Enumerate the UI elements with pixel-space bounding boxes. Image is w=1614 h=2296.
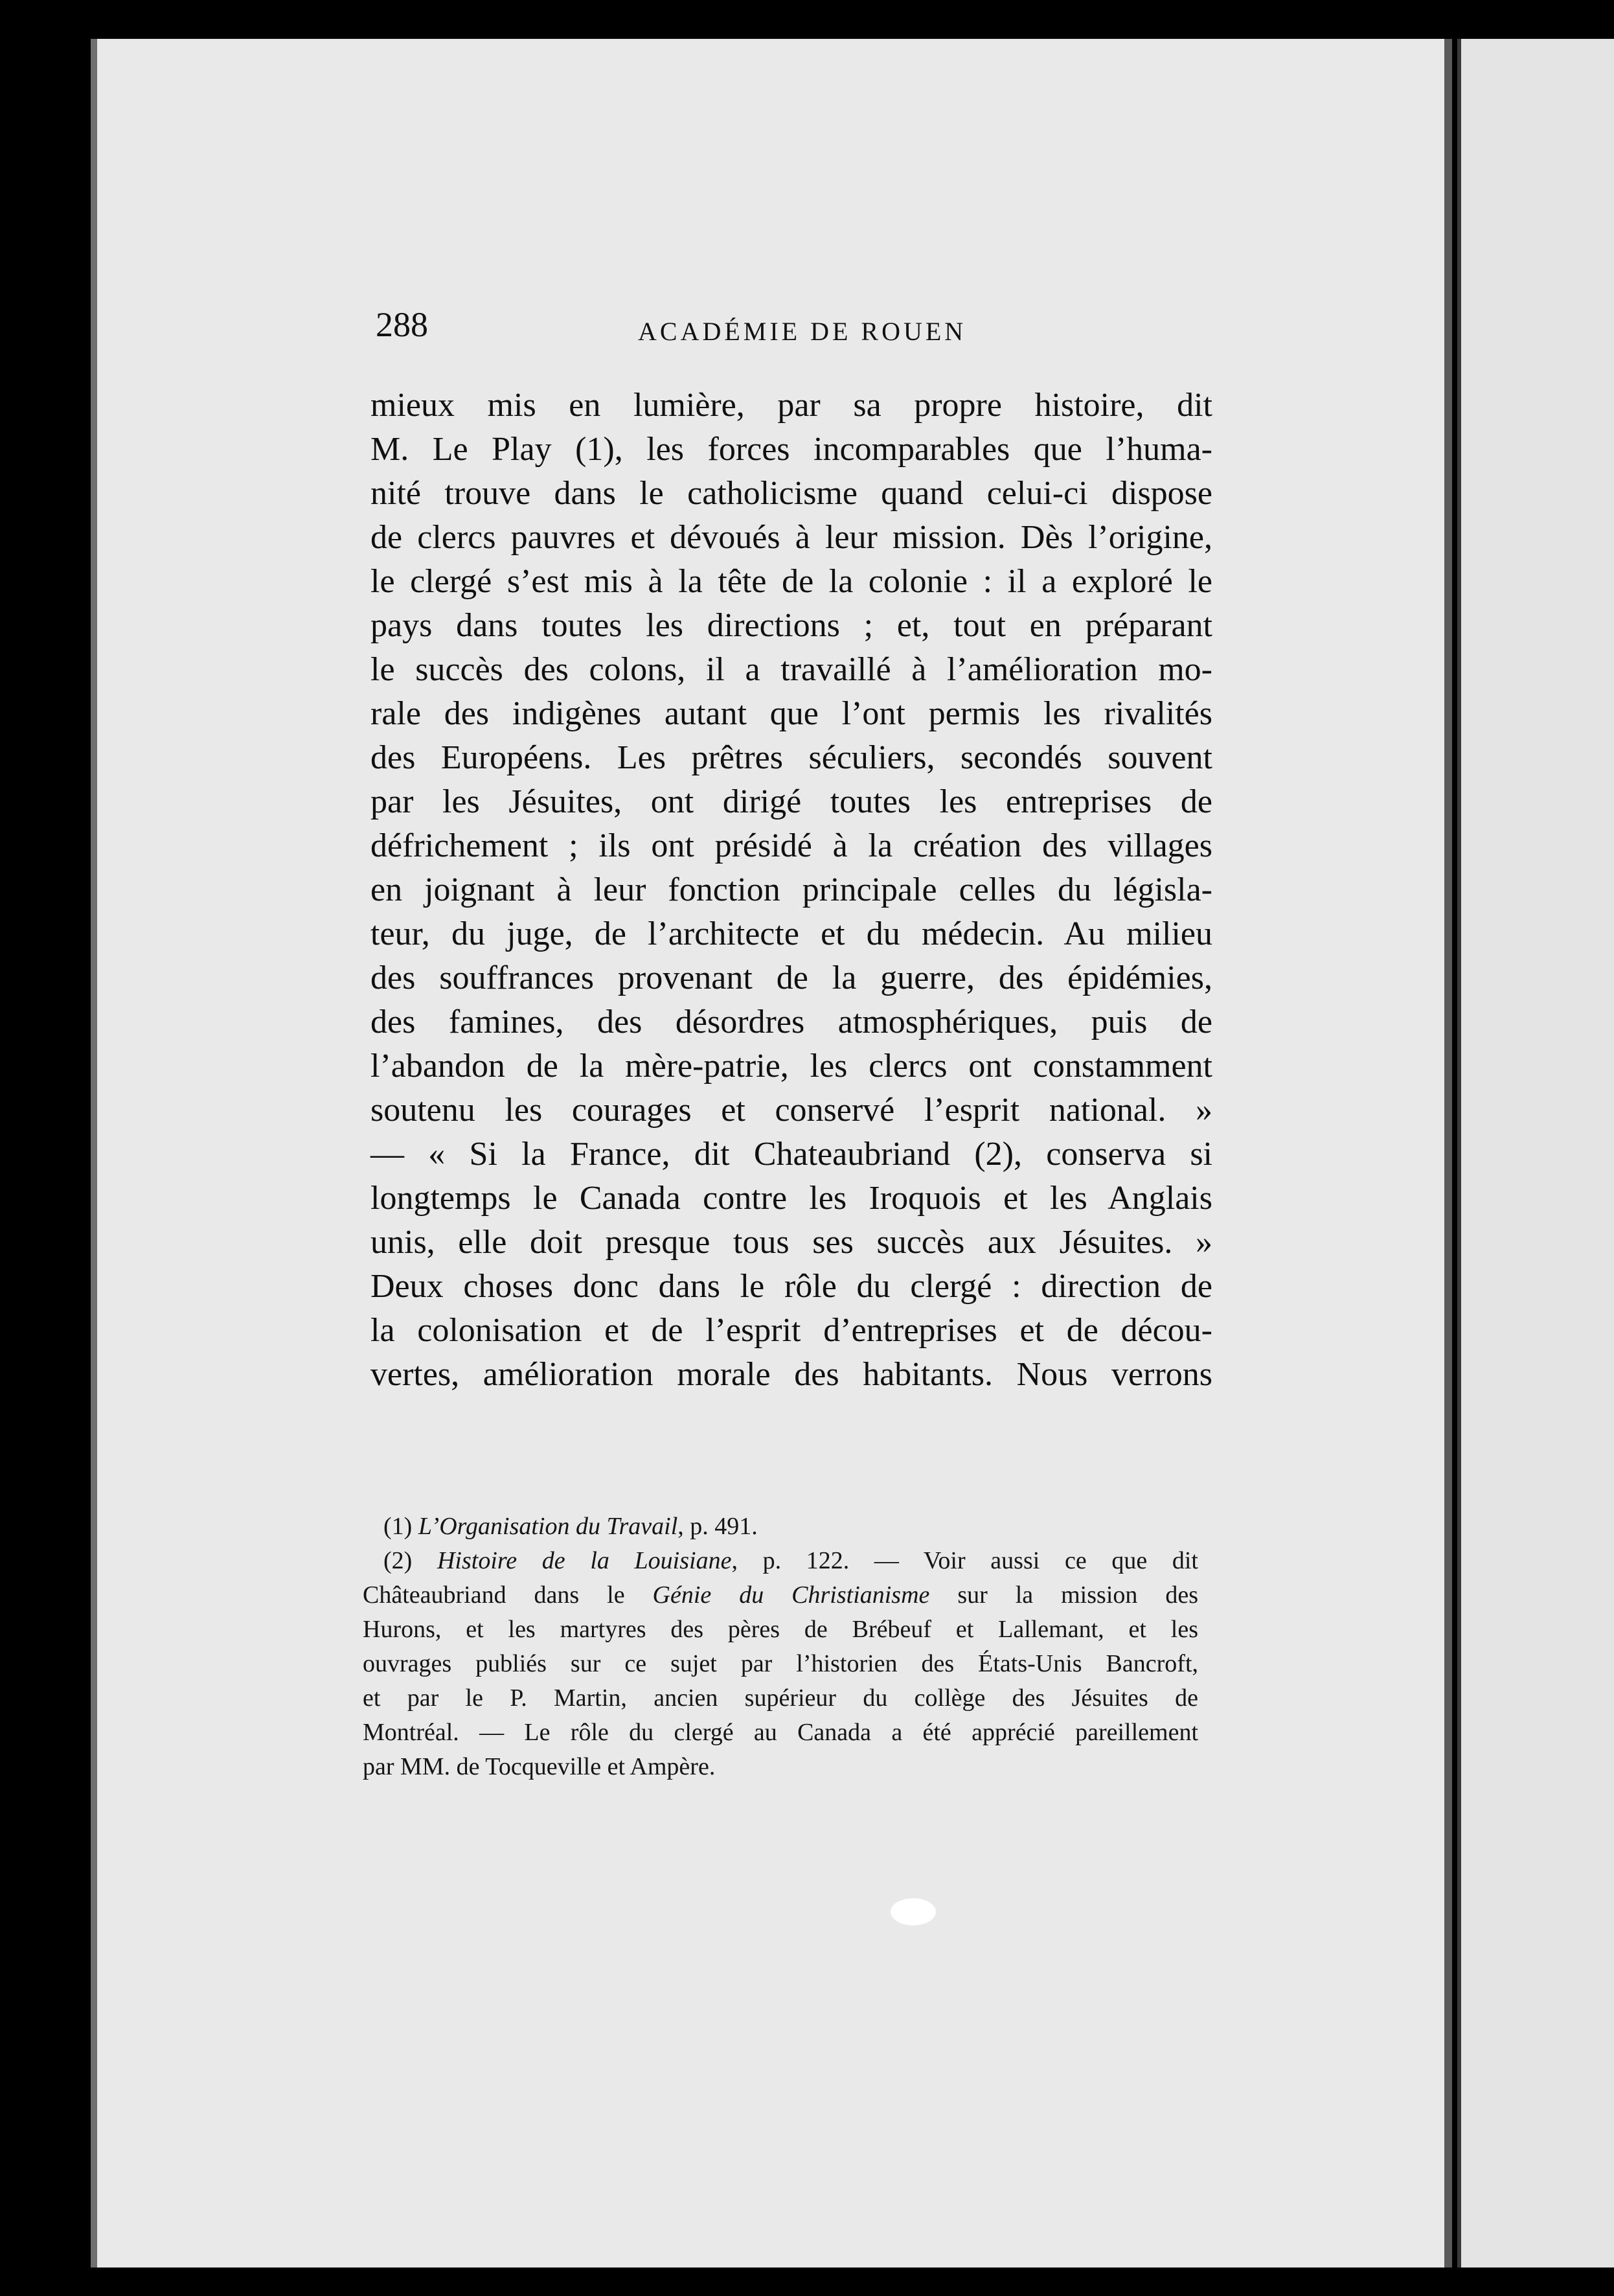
- text-line: rale des indigènes autant que l’ont permis les rivalités: [370, 695, 1212, 732]
- text-line: nité trouve dans le catholicisme quand celui-ci dispose: [370, 475, 1212, 512]
- running-title: ACADÉMIE DE ROUEN: [638, 317, 967, 346]
- text-line: unis, elle doit presque tous ses succès aux Jésuites. »: [370, 1224, 1212, 1261]
- footnote-text: , p. 122. — Voir aussi ce que dit: [731, 1547, 1198, 1574]
- text-line: de clercs pauvres et dévoués à leur mission. Dès l’origine,: [370, 519, 1212, 556]
- text-line: teur, du juge, de l’architecte et du médecin. Au milieu: [370, 915, 1212, 952]
- text-line: le clergé s’est mis à la tête de la colonie : il a exploré le: [370, 563, 1212, 600]
- footnote-2-line-5: et par le P. Martin, ancien supérieur du collège des Jésuites de: [363, 1684, 1198, 1712]
- footnote-2-line-2: [363, 1578, 1198, 1613]
- footnote-2-line-6: Montréal. — Le rôle du clergé au Canada a été apprécié pareillement: [363, 1719, 1198, 1746]
- page-header: [376, 304, 1218, 356]
- page-gutter: [1444, 39, 1452, 2267]
- text-line: par les Jésuites, ont dirigé toutes les entreprises de: [370, 783, 1212, 820]
- text-line: soutenu les courages et conservé l’esprit national. »: [370, 1092, 1212, 1129]
- footnote-2-line-3: Hurons, et les martyres des pères de Brébeuf et Lallemant, et les: [363, 1616, 1198, 1643]
- text-line: longtemps le Canada contre les Iroquois et les Anglais: [370, 1180, 1212, 1217]
- facing-page-edge: [1457, 39, 1614, 2267]
- page-number: 288: [376, 305, 428, 344]
- paper-blemish: [891, 1898, 936, 1925]
- text-line: la colonisation et de l’esprit d’entreprises et de décou-: [370, 1312, 1212, 1349]
- text-line: pays dans toutes les directions ; et, tout en préparant: [370, 607, 1212, 644]
- footnote-marker: (2): [383, 1547, 413, 1574]
- text-line: des souffrances provenant de la guerre, des épidémies,: [370, 959, 1212, 996]
- text-line: Deux choses donc dans le rôle du clergé : direction de: [370, 1268, 1212, 1305]
- footnote-text: sur la mission des: [929, 1581, 1198, 1609]
- text-line: l’abandon de la mère-patrie, les clercs ont constamment: [370, 1048, 1212, 1085]
- text-line: défrichement ; ils ont présidé à la création des villages: [370, 827, 1212, 864]
- footnote-title: Histoire de la Louisiane: [437, 1547, 732, 1574]
- footnote-text: Châteaubriand dans le: [363, 1581, 653, 1609]
- footnote-2-line-4: ouvrages publiés sur ce sujet par l’historien des États-Unis Bancroft,: [363, 1650, 1198, 1677]
- footnote-2-line-1: [363, 1544, 1198, 1578]
- text-line: le succès des colons, il a travaillé à l’amélioration mo-: [370, 651, 1212, 688]
- text-line: — « Si la France, dit Chateaubriand (2), conserva si: [370, 1136, 1212, 1173]
- text-line: vertes, amélioration morale des habitants. Nous verrons: [370, 1356, 1212, 1393]
- text-line: des famines, des désordres atmosphériques, puis de: [370, 1004, 1212, 1040]
- footnote-title: Génie du Christianisme: [652, 1581, 930, 1609]
- footnote-marker: (1): [383, 1513, 413, 1540]
- text-line: en joignant à leur fonction principale celles du législa-: [370, 871, 1212, 908]
- text-line: M. Le Play (1), les forces incomparables que l’huma-: [370, 431, 1212, 468]
- footnotes: [363, 1510, 1198, 1784]
- footnote-1: [363, 1510, 1198, 1544]
- footnote-2-line-7: par MM. de Tocqueville et Ampère.: [363, 1753, 716, 1780]
- footnote-title: L’Organisation du Travail: [418, 1513, 678, 1540]
- footnote-text: , p. 491.: [677, 1513, 758, 1540]
- body-text: [370, 384, 1212, 1397]
- text-line: des Européens. Les prêtres séculiers, secondés souvent: [370, 739, 1212, 776]
- text-line: mieux mis en lumière, par sa propre histoire, dit: [370, 387, 1212, 424]
